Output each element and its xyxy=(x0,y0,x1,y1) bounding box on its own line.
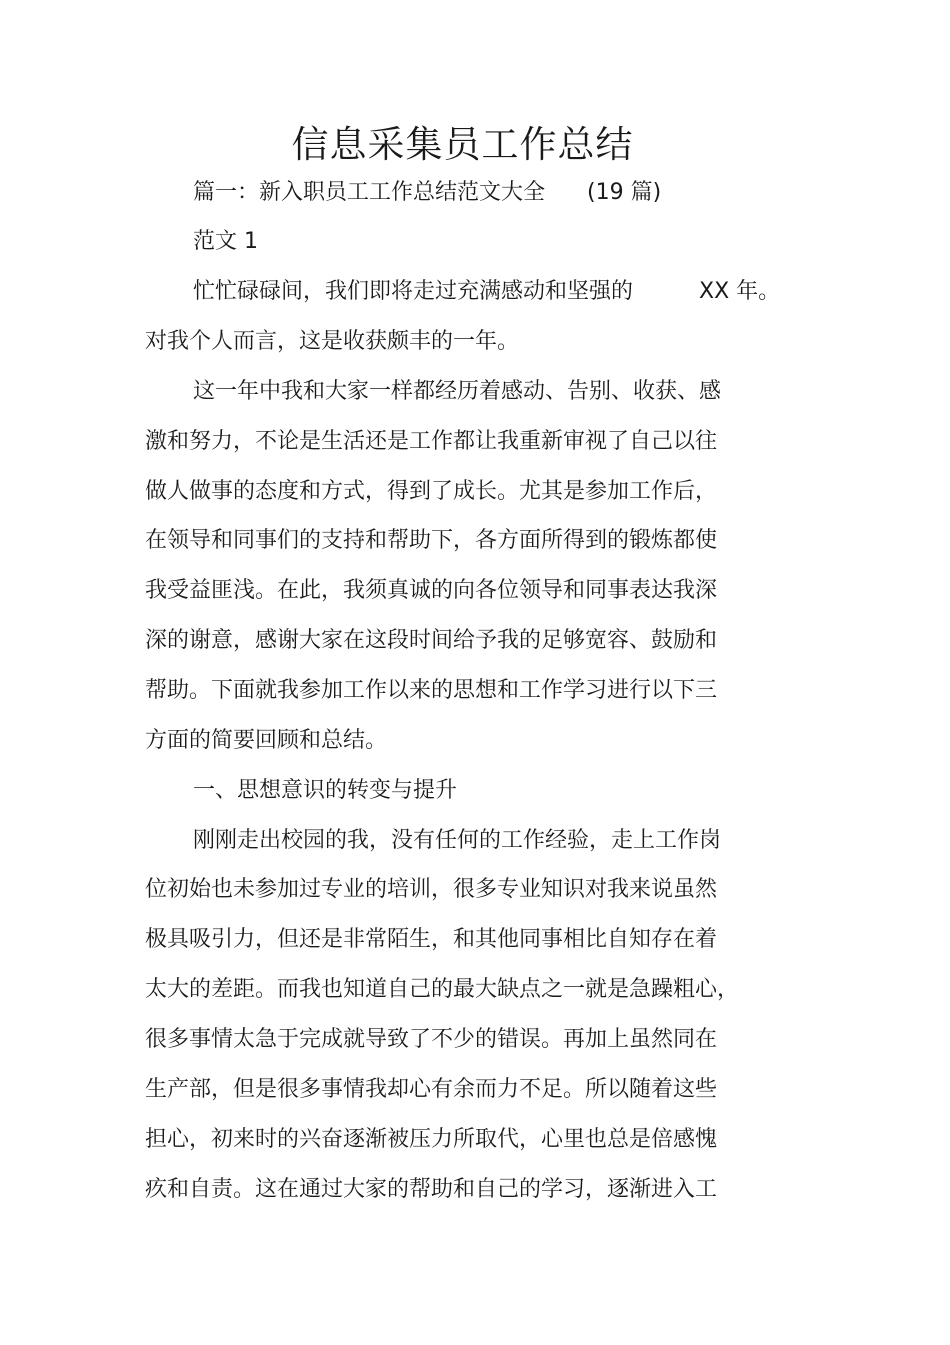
paragraph-line: 生产部，但是很多事情我却心有余而力不足。所以随着这些 xyxy=(145,1077,718,1102)
year-placeholder: XX 年。 xyxy=(699,279,781,304)
paragraph-line: 位初始也未参加过专业的培训，很多专业知识对我来说虽然 xyxy=(145,877,718,902)
paragraph-line: 对我个人而言，这是收获颇丰的一年。 xyxy=(145,329,520,354)
document-title: 信息采集员工作总结 xyxy=(291,123,634,166)
section-label: 范文 1 xyxy=(193,229,258,254)
subtitle-line xyxy=(193,178,661,208)
paragraph-line: 极具吸引力，但还是非常陌生，和其他同事相比自知存在着 xyxy=(145,927,718,952)
subtitle-text: 篇一：新入职员工工作总结范文大全 xyxy=(193,180,546,205)
paragraph-line: 帮助。下面就我参加工作以来的思想和工作学习进行以下三 xyxy=(145,678,718,703)
paragraph-line: 深的谢意，感谢大家在这段时间给予我的足够宽容、鼓励和 xyxy=(145,628,718,653)
paragraph-line: 我受益匪浅。在此，我须真诚的向各位领导和同事表达我深 xyxy=(145,578,718,603)
paragraph-line: 做人做事的态度和方式，得到了成长。尤其是参加工作后， xyxy=(145,479,718,504)
paragraph-line: 太大的差距。而我也知道自己的最大缺点之一就是急躁粗心， xyxy=(145,977,740,1002)
paragraph-line: 激和努力，不论是生活还是工作都让我重新审视了自己以往 xyxy=(145,429,718,454)
paragraph-line xyxy=(193,277,780,307)
subtitle-count: (19 篇) xyxy=(587,180,662,205)
section-heading: 一、思想意识的转变与提升 xyxy=(193,778,458,803)
paragraph-line: 刚刚走出校园的我，没有任何的工作经验，走上工作岗 xyxy=(193,828,722,853)
paragraph-line-text: 忙忙碌碌间，我们即将走过充满感动和坚强的 xyxy=(193,279,634,304)
paragraph-line: 疚和自责。这在通过大家的帮助和自己的学习，逐渐进入工 xyxy=(145,1177,718,1202)
paragraph-line: 担心，初来时的兴奋逐渐被压力所取代，心里也总是倍感愧 xyxy=(145,1127,718,1152)
paragraph-line: 很多事情太急于完成就导致了不少的错误。再加上虽然同在 xyxy=(145,1027,718,1052)
paragraph-line: 在领导和同事们的支持和帮助下，各方面所得到的锻炼都使 xyxy=(145,528,718,553)
paragraph-line: 这一年中我和大家一样都经历着感动、告别、收获、感 xyxy=(193,379,722,404)
paragraph-line: 方面的简要回顾和总结。 xyxy=(145,728,388,753)
